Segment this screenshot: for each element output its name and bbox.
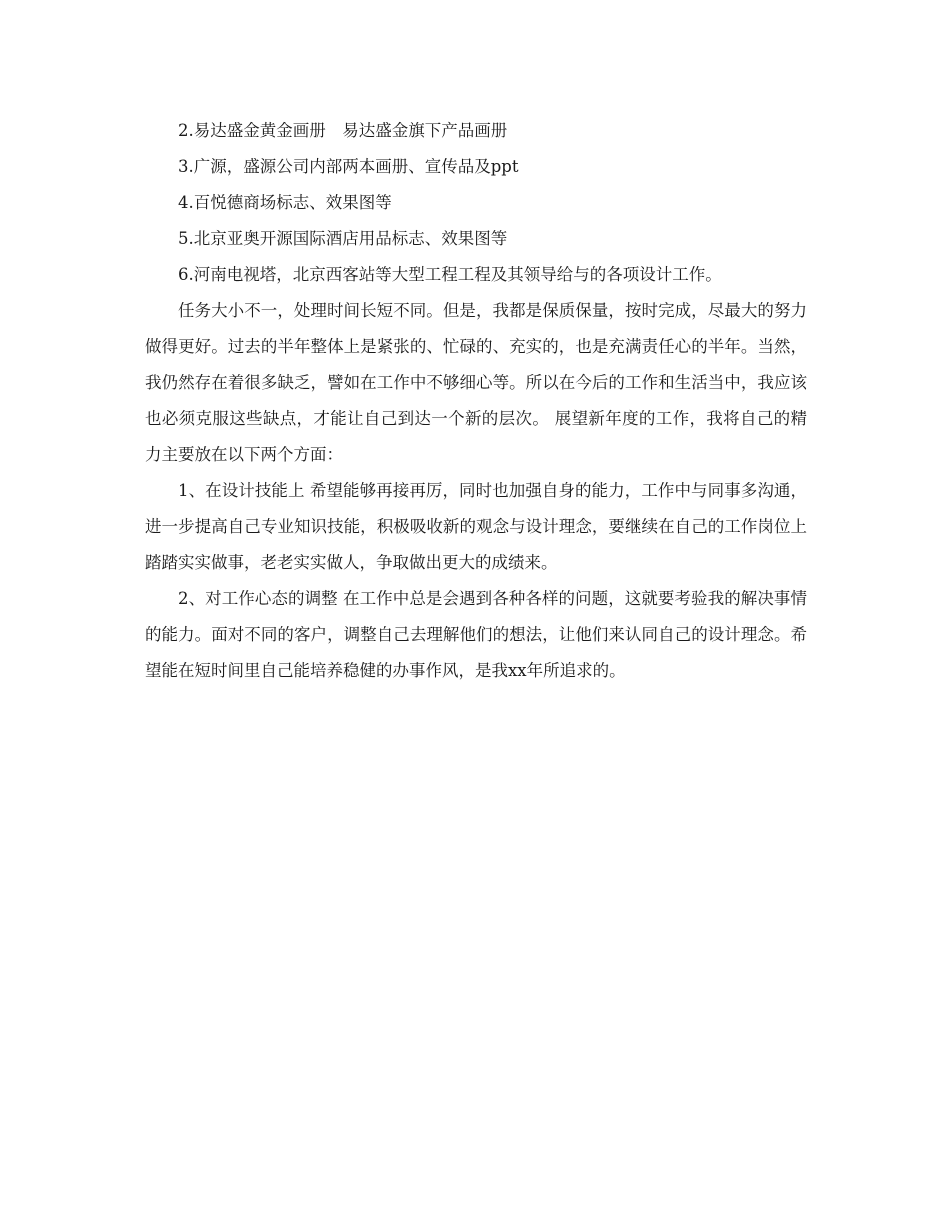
paragraph-design-skills: 1、在设计技能上 希望能够再接再厉，同时也加强自身的能力，工作中与同事多沟通，进一步提高自己专业知识技能，积极吸收新的观念与设计理念，要继续在自己的工作岗位上踏踏实实做事，老老实实做人，争取做出更大的成绩来。 bbox=[145, 481, 807, 572]
list-item-baiyuede-logo: 4.百悦德商场标志、效果图等 bbox=[178, 193, 392, 212]
paragraph-summary: 任务大小不一，处理时间长短不同。但是，我都是保质保量，按时完成，尽最大的努力做得更好。过去的半年整体上是紧张的、忙碌的、充实的，也是充满责任心的半年。当然，我仍然存在着很多缺乏，譬如在工作中不够细心等。所以在今后的工作和生活当中，我应该也必须克服这些缺点，才能让自己到达一个新的层次。 展望新年度的工作，我将自己的精力主要放在以下两个方面： bbox=[145, 301, 807, 464]
document-body bbox=[145, 113, 807, 689]
list-item-beijing-yaao-logo: 5.北京亚奥开源国际酒店用品标志、效果图等 bbox=[178, 229, 508, 248]
paragraph-work-attitude: 2、对工作心态的调整 在工作中总是会遇到各种各样的问题，这就要考验我的解决事情的能力。面对不同的客户，调整自己去理解他们的想法，让他们来认同自己的设计理念。希望能在短时间里自己能培养稳健的办事作风，是我xx年所追求的。 bbox=[145, 589, 807, 680]
list-item-guangyuan-album: 3.广源，盛源公司内部两本画册、宣传品及ppt bbox=[178, 157, 519, 176]
list-item-henan-tv-tower: 6.河南电视塔，北京西客站等大型工程工程及其领导给与的各项设计工作。 bbox=[178, 265, 722, 284]
list-item-yidashengjin-album: 2.易达盛金黄金画册 易达盛金旗下产品画册 bbox=[178, 121, 508, 140]
